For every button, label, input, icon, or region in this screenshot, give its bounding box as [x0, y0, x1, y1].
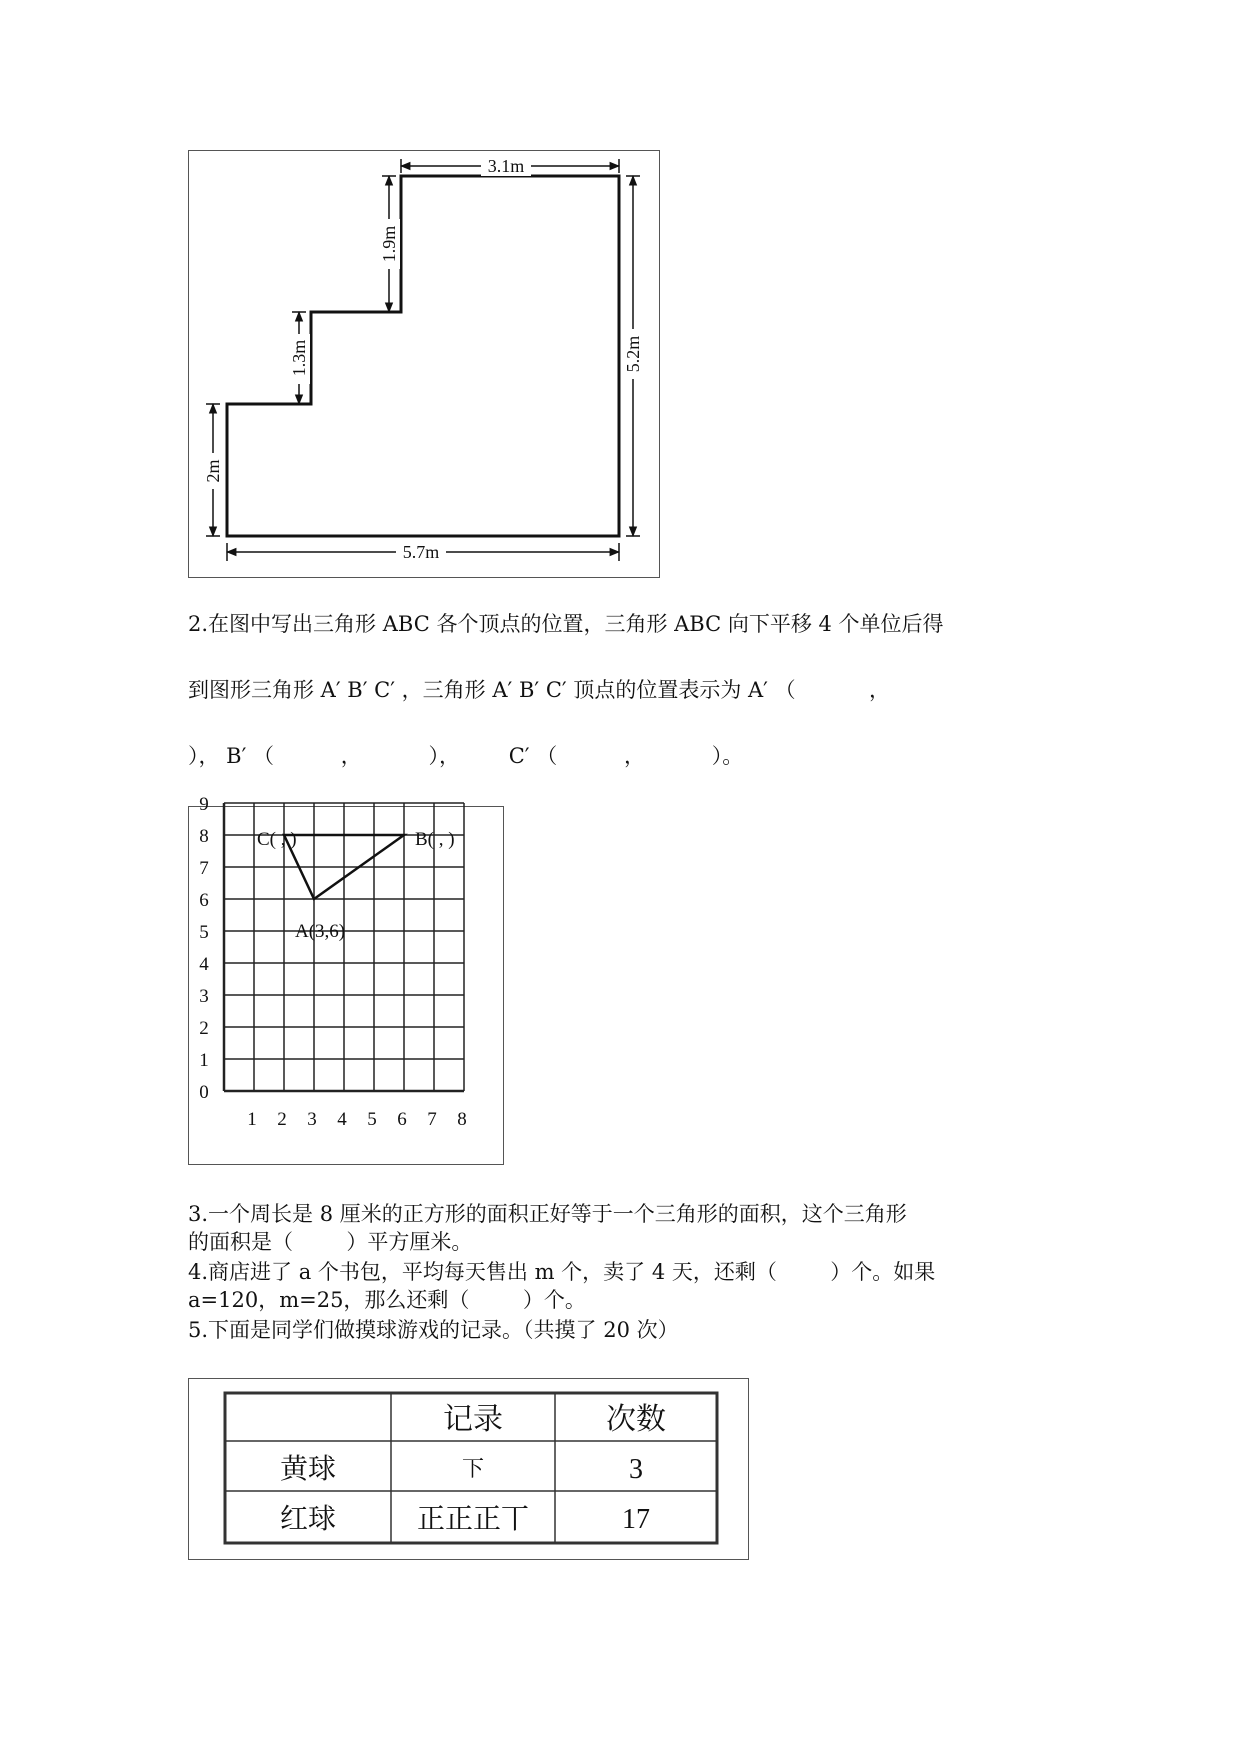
row-yellow-count: 3 — [629, 1454, 643, 1485]
y-tick-label: 5 — [199, 922, 209, 943]
x-tick-label: 8 — [457, 1109, 467, 1130]
label-left-upper: 1.9m — [379, 225, 399, 263]
y-tick-label: 7 — [199, 858, 209, 879]
label-left-middle: 1.3m — [289, 339, 309, 377]
x-tick-label: 1 — [247, 1109, 257, 1130]
record-table-svg — [189, 1379, 748, 1559]
staircase-outline — [227, 176, 619, 536]
x-tick-label: 4 — [337, 1109, 347, 1130]
x-tick-label: 6 — [397, 1109, 407, 1130]
y-tick-label: 2 — [199, 1018, 209, 1039]
q3-line2: 的面积是（ ）平方厘米。 — [188, 1230, 473, 1254]
row-yellow-record: 下 — [461, 1456, 485, 1481]
coordinate-grid-figure — [188, 794, 504, 1165]
x-tick-label: 5 — [367, 1109, 377, 1130]
x-tick-label: 3 — [307, 1109, 317, 1130]
q4-line2: a=120，m=25，那么还剩（ ）个。 — [188, 1288, 586, 1312]
x-tick-label: 2 — [277, 1109, 287, 1130]
label-c: C( , ) — [257, 829, 297, 850]
label-b: B( , ) — [415, 829, 455, 850]
q4-line1: 4.商店进了 a 个书包，平均每天售出 m 个，卖了 4 天，还剩（ ）个。如果 — [188, 1260, 936, 1284]
y-tick-label: 4 — [199, 954, 209, 975]
label-left-lower: 2m — [203, 459, 223, 483]
header-count: 次数 — [606, 1403, 666, 1436]
y-tick-label: 8 — [199, 826, 209, 847]
y-tick-label: 9 — [199, 794, 209, 815]
row-red-name: 红球 — [279, 1504, 337, 1535]
y-tick-label: 6 — [199, 890, 209, 911]
row-red-record: 正正正丅 — [416, 1504, 530, 1535]
y-tick-label: 0 — [199, 1082, 209, 1103]
row-red-count: 17 — [622, 1504, 650, 1535]
header-record: 记录 — [443, 1403, 503, 1436]
q5-line1: 5.下面是同学们做摸球游戏的记录。（共摸了 20 次） — [188, 1318, 679, 1342]
q2-line1: 2.在图中写出三角形 ABC 各个顶点的位置，三角形 ABC 向下平移 4 个单位后得 — [188, 612, 944, 636]
q3-line1: 3.一个周长是 8 厘米的正方形的面积正好等于一个三角形的面积，这个三角形 — [188, 1202, 907, 1226]
label-bottom: 5.7m — [402, 542, 440, 562]
y-tick-label: 3 — [199, 986, 209, 1007]
label-top: 3.1m — [487, 156, 525, 176]
q2-line3: ）， B′ （ ， ）， C′ （ ， ）。 — [188, 744, 744, 768]
staircase-figure — [188, 150, 660, 578]
q2-line2: 到图形三角形 A′ B′ C′ ，三角形 A′ B′ C′ 顶点的位置表示为 A′ （ ， — [188, 678, 891, 702]
row-yellow-name: 黄球 — [279, 1454, 337, 1485]
staircase-svg — [189, 151, 659, 577]
record-table-figure — [188, 1378, 749, 1560]
label-a: A(3,6) — [295, 921, 346, 942]
label-right: 5.2m — [623, 335, 643, 373]
y-tick-label: 1 — [199, 1050, 209, 1071]
x-tick-label: 7 — [427, 1109, 437, 1130]
coordinate-grid-svg — [189, 794, 503, 1164]
